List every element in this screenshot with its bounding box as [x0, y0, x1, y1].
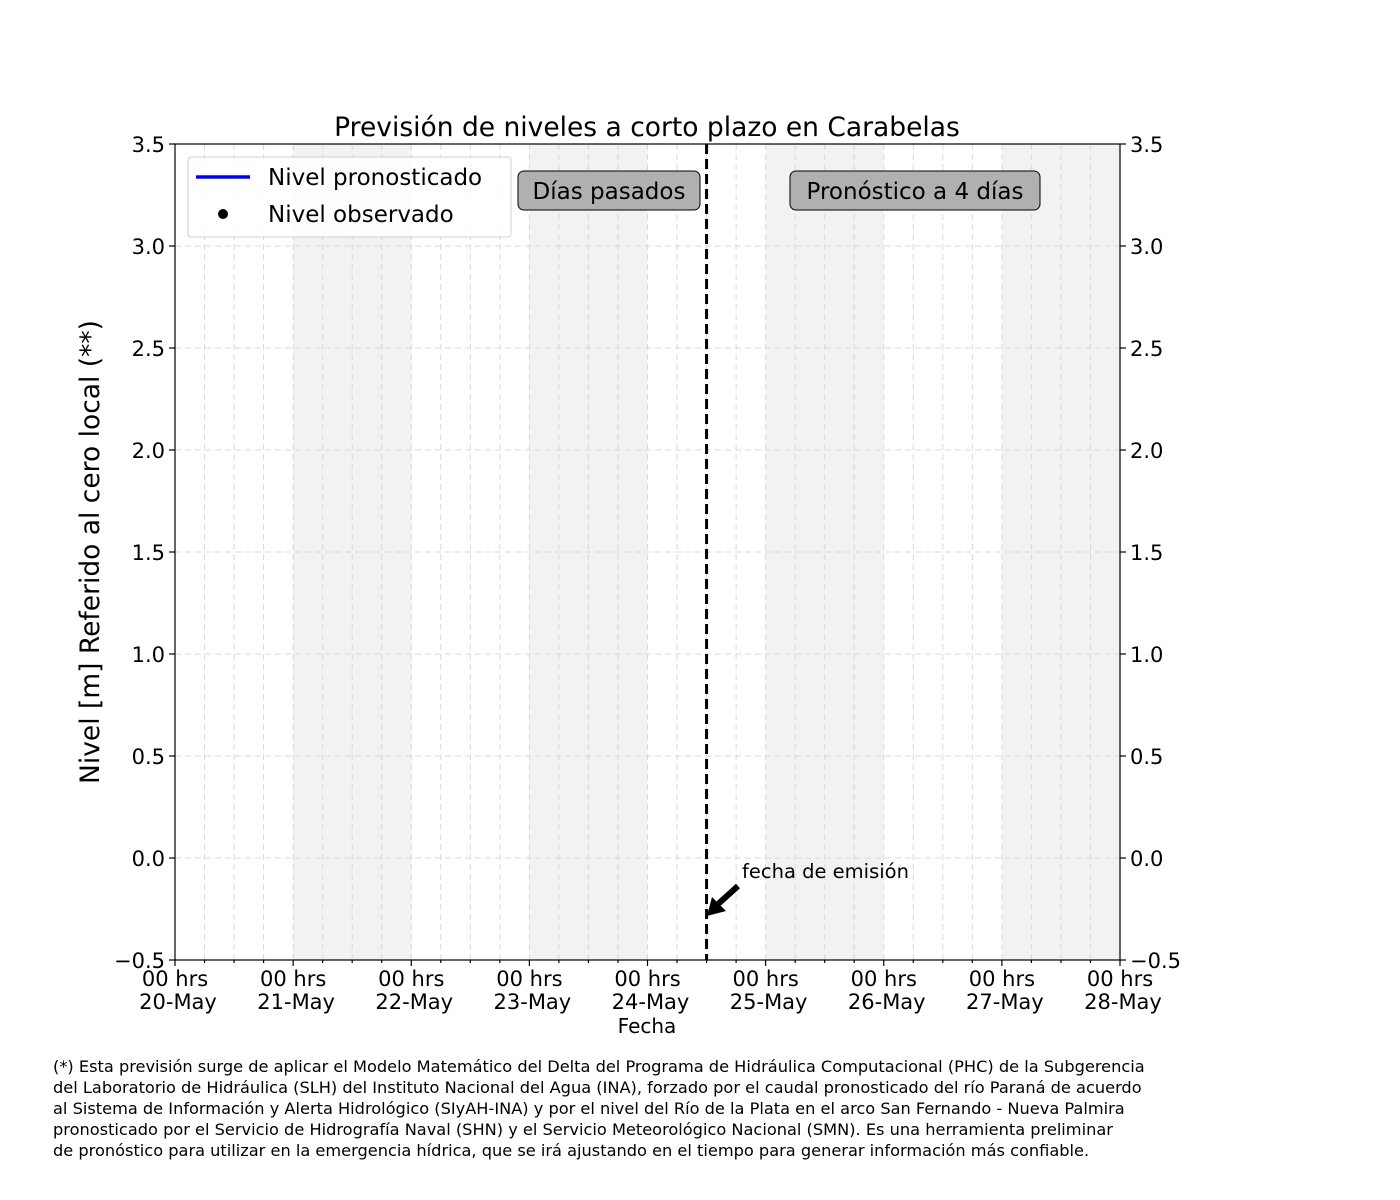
y-tick-label-left: 1.5	[131, 541, 165, 565]
forecast-days-label: Pronóstico a 4 días	[806, 179, 1024, 205]
past-days-label: Días pasados	[532, 179, 686, 205]
y-tick-label-right: 3.0	[1130, 235, 1164, 259]
x-tick-date-label: 25-May	[729, 990, 808, 1014]
footnote	[53, 1056, 1373, 1161]
x-tick-hour-label: 00 hrs	[378, 967, 445, 991]
issue-date-annotation-label: fecha de emisión	[742, 860, 909, 883]
y-tick-label-right: 0.5	[1130, 745, 1164, 769]
x-axis-label: Fecha	[617, 1014, 677, 1038]
x-tick-hour-label: 00 hrs	[732, 967, 799, 991]
x-tick-hour-label: 00 hrs	[1086, 967, 1154, 991]
y-tick-label-left: 2.5	[131, 337, 165, 361]
y-tick-label-right: −0.5	[1130, 949, 1181, 973]
y-tick-label-left: 1.0	[131, 643, 165, 667]
y-tick-label-right: 3.5	[1130, 133, 1164, 157]
issue-date-arrow-shaft	[717, 886, 738, 905]
footnote-line: al Sistema de Información y Alerta Hidrológico (SIyAH-INA) y por el nivel del Río de la Plata en el arco San Fernando - Nueva Palmira	[53, 1099, 1125, 1118]
legend	[188, 157, 511, 237]
y-tick-label-right: 2.5	[1130, 337, 1164, 361]
y-tick-label-right: 1.5	[1130, 541, 1164, 565]
footnote-line: de pronóstico para utilizar en la emergencia hídrica, que se irá ajustando en el tiempo para generar información más confiable.	[53, 1141, 1090, 1160]
x-tick-hour-label: 00 hrs	[968, 967, 1036, 991]
footnote-line: pronosticado por el Servicio de Hidrografía Naval (SHN) y el Servicio Meteorológico Nacional (SMN). Es una herramienta preliminar	[53, 1120, 1113, 1139]
y-tick-label-left: 0.5	[131, 745, 165, 769]
y-tick-label-left: 3.0	[131, 235, 165, 259]
x-tick-date-label: 20-May	[139, 990, 217, 1014]
y-tick-label-right: 2.0	[1130, 439, 1164, 463]
y-tick-label-left: 0.0	[131, 847, 165, 871]
x-tick-hour-label: 00 hrs	[496, 967, 563, 991]
x-tick-date-label: 26-May	[847, 990, 926, 1014]
y-tick-label-right: 0.0	[1130, 847, 1164, 871]
y-tick-label-left: 3.5	[131, 133, 165, 157]
x-tick-hour-label: 00 hrs	[850, 967, 917, 991]
forecast-days-box	[790, 171, 1040, 210]
x-tick-date-label: 23-May	[493, 990, 572, 1014]
x-tick-date-label: 24-May	[611, 990, 690, 1014]
footnote-line: (*) Esta previsión surge de aplicar el Modelo Matemático del Delta del Programa de Hidráulica Computacional (PHC) de la Subgerencia	[53, 1057, 1145, 1076]
y-tick-label-left: −0.5	[114, 949, 165, 973]
x-tick-hour-label: 00 hrs	[259, 967, 327, 991]
x-tick-hour-label: 00 hrs	[614, 967, 681, 991]
x-tick-hour-label: 00 hrs	[141, 967, 209, 991]
legend-observed-dot-marker	[218, 209, 228, 219]
y-tick-label-right: 1.0	[1130, 643, 1164, 667]
x-tick-date-label: 22-May	[375, 990, 454, 1014]
x-tick-date-label: 21-May	[257, 990, 335, 1014]
footnote-line: del Laboratorio de Hidráulica (SLH) del Instituto Nacional del Agua (INA), forzado por el caudal pronosticado del río Paraná de acuerdo	[53, 1078, 1142, 1097]
past-days-box	[518, 171, 700, 210]
x-tick-date-label: 27-May	[966, 990, 1044, 1014]
y-tick-label-left: 2.0	[131, 439, 165, 463]
legend-observed-label: Nivel observado	[268, 202, 454, 228]
legend-forecast-label: Nivel pronosticado	[268, 165, 483, 191]
y-axis-label: Nivel [m] Referido al cero local (**)	[75, 320, 106, 784]
chart-title: Previsión de niveles a corto plazo en Carabelas	[334, 112, 960, 143]
x-tick-date-label: 28-May	[1084, 990, 1162, 1014]
